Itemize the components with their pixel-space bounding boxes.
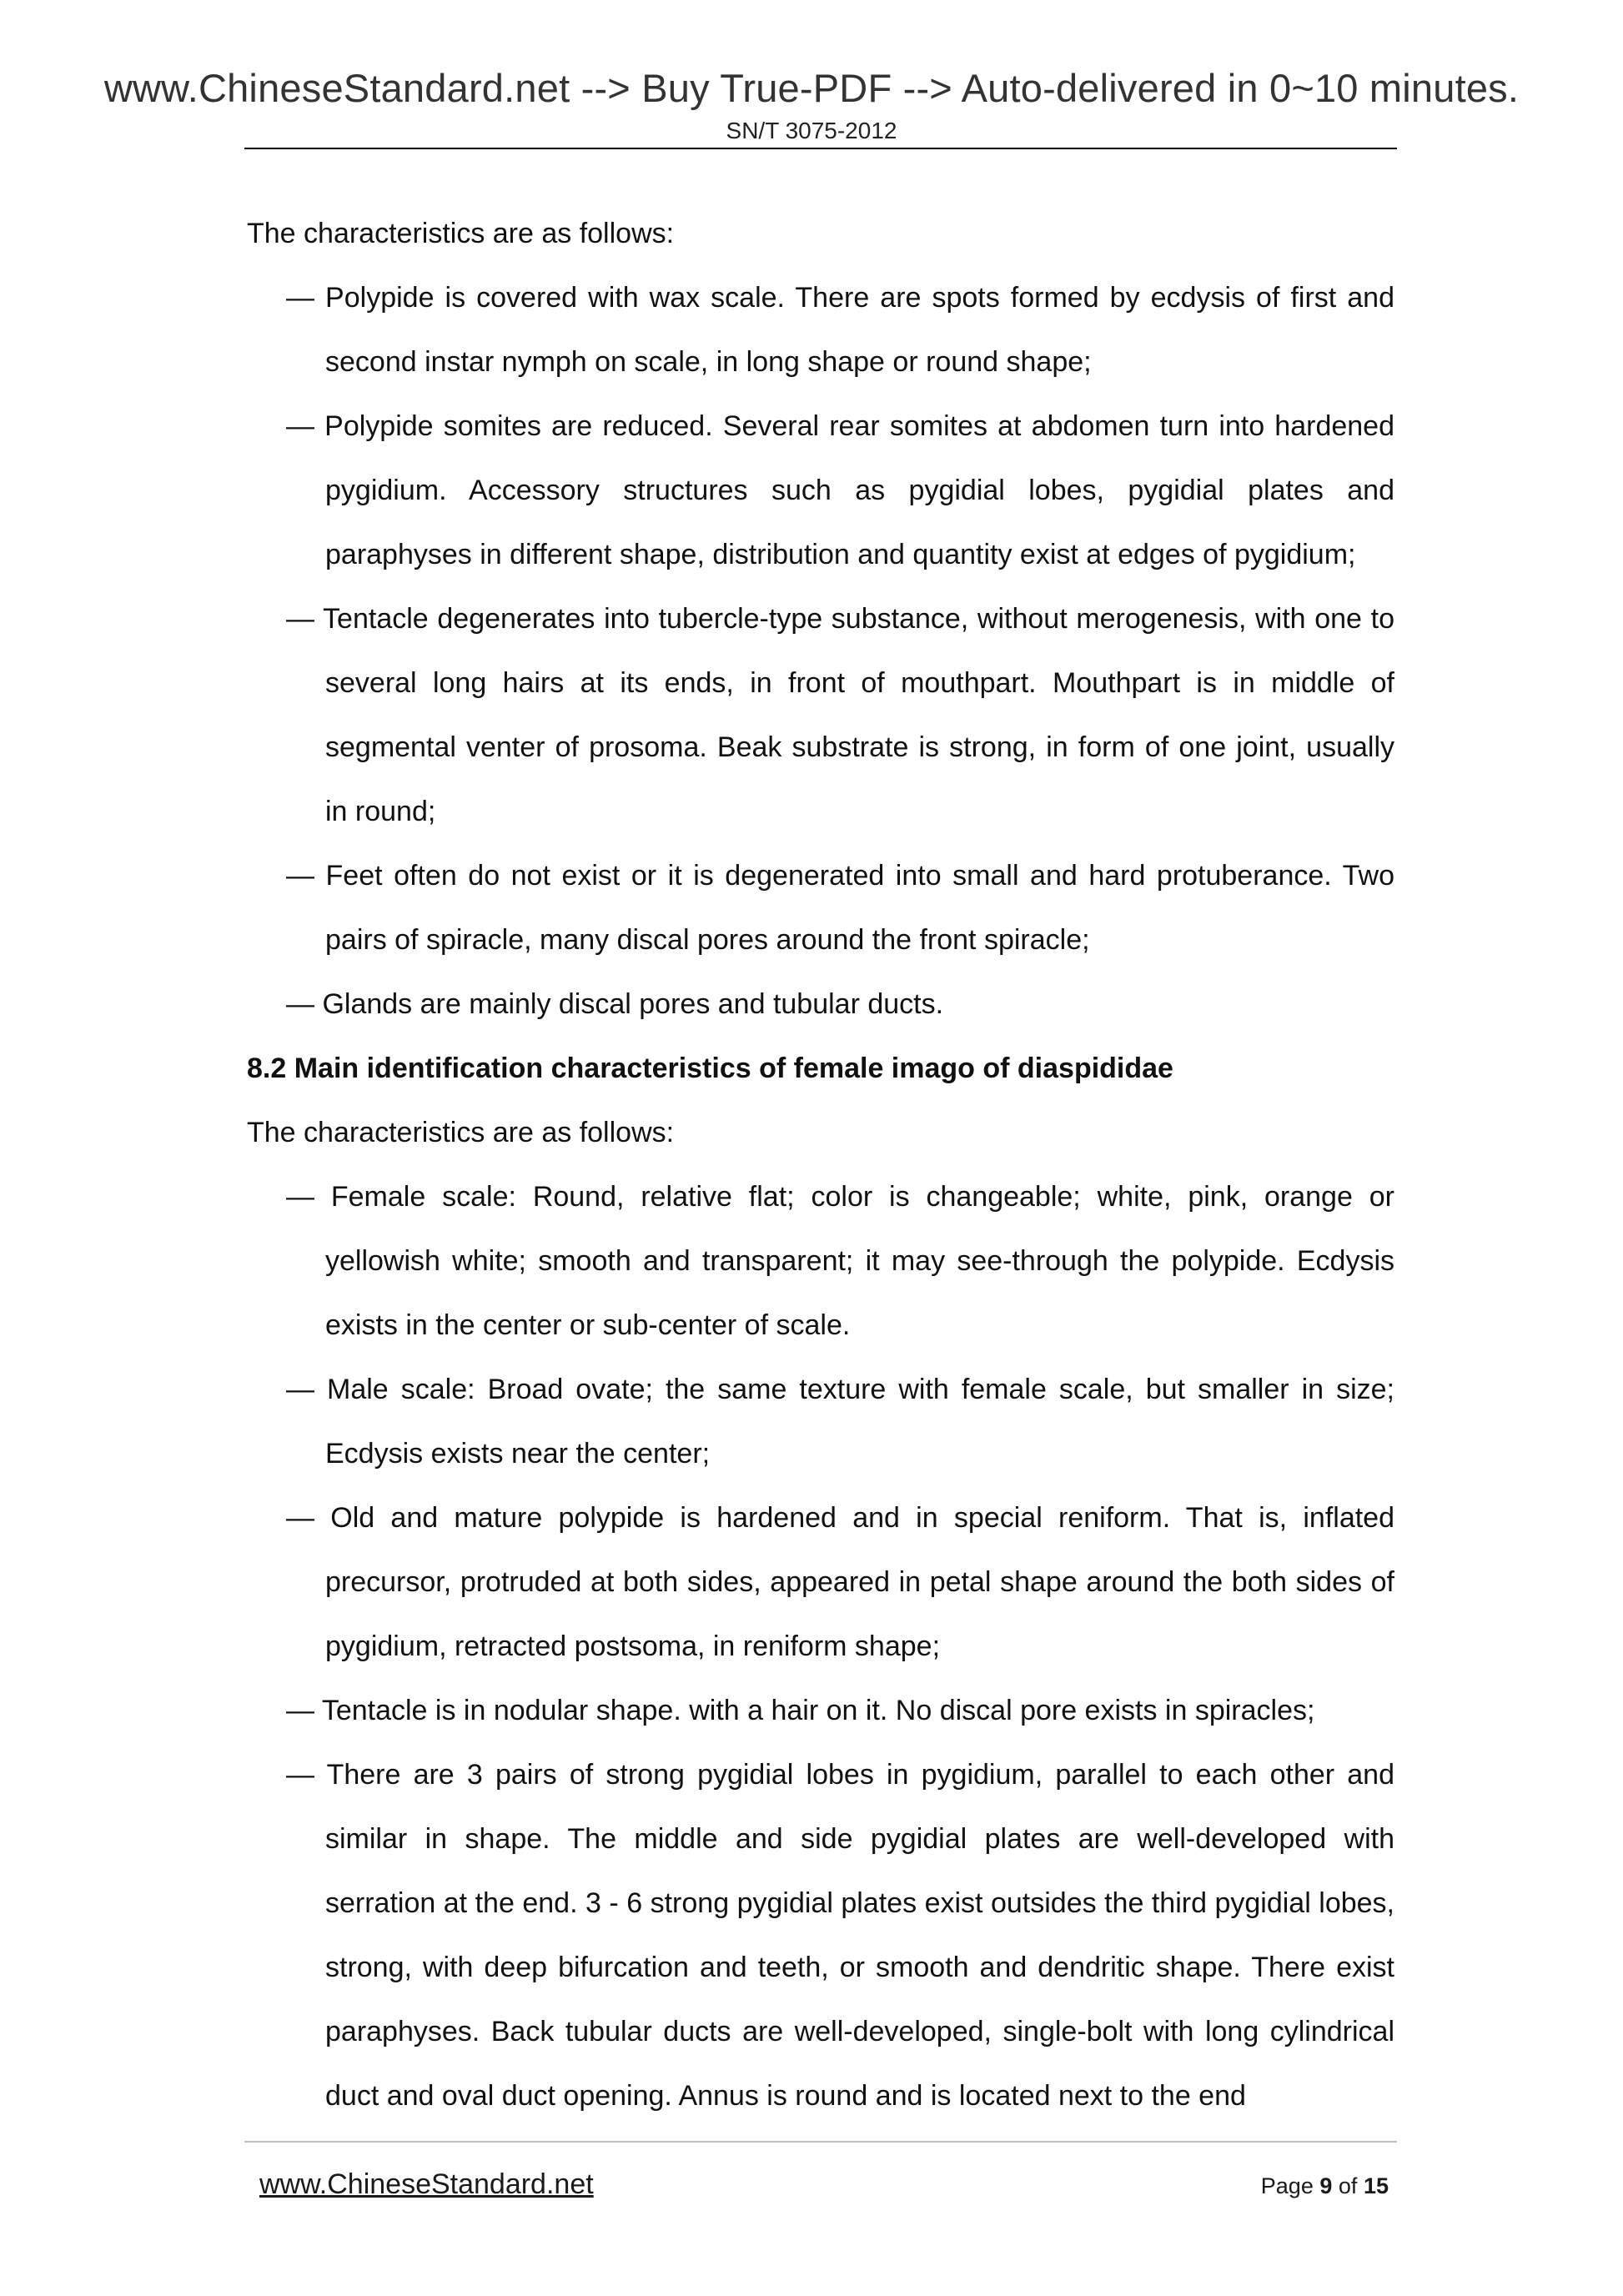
footer-divider: [244, 2141, 1397, 2143]
page-current: 9: [1319, 2173, 1333, 2198]
section-heading: 8.2 Main identification characteristics of female imago of diaspididae: [247, 1053, 1173, 1084]
list-item: — There are 3 pairs of strong pygidial lobes in pygidium, parallel to each other and similar in shape. The middle and side pygidial plates are well-developed with serration at the end. 3 - 6 strong pygidial plates exist outsides the third pygidial lobes, strong, with deep bifurcation and teeth, or smooth and dendritic shape. There exist paraphyses. Back tubular ducts are well-developed, single-bolt with long cylindrical duct and oval duct opening. Annus is round and is located next to the end: [286, 1759, 1394, 2112]
list-item: — Glands are mainly discal pores and tubular ducts.: [286, 988, 944, 1020]
page-total: 15: [1363, 2173, 1389, 2198]
standard-code: SN/T 3075-2012: [726, 118, 897, 143]
intro-paragraph: The characteristics are as follows:: [247, 1117, 675, 1148]
page-body: [247, 202, 1394, 2128]
list-item: — Polypide is covered with wax scale. There are spots formed by ecdysis of first and second instar nymph on scale, in long shape or round shape;: [286, 282, 1394, 378]
page-number: [1261, 2172, 1389, 2200]
list-item: — Tentacle degenerates into tubercle-type substance, without merogenesis, with one to several long hairs at its ends, in front of mouthpart. Mouthpart is in middle of segmental venter of prosoma. Beak substrate is strong, in form of one joint, usually in round;: [286, 603, 1394, 827]
list-item: — Tentacle is in nodular shape. with a hair on it. No discal pore exists in spiracles;: [286, 1695, 1315, 1726]
list-item: — Female scale: Round, relative flat; color is changeable; white, pink, orange or yellowish white; smooth and transparent; it may see-through the polypide. Ecdysis exists in the center or sub-center of scale.: [286, 1181, 1394, 1341]
header-divider: [244, 148, 1397, 149]
list-item: — Old and mature polypide is hardened and in special reniform. That is, inflated precursor, protruded at both sides, appeared in petal shape around the both sides of pygidium, retracted postsoma, in reniform shape;: [286, 1502, 1394, 1662]
page-of: of: [1338, 2173, 1358, 2198]
list-item: — Polypide somites are reduced. Several rear somites at abdomen turn into hardened pygidium. Accessory structures such as pygidial lobes, pygidial plates and paraphyses in different shape, distribution and quantity exist at edges of pygidium;: [286, 410, 1394, 570]
page-label: Page: [1260, 2173, 1314, 2198]
list-item: — Feet often do not exist or it is degenerated into small and hard protuberance. Two pairs of spiracle, many discal pores around the front spiracle;: [286, 860, 1394, 956]
top-banner: www.ChineseStandard.net --> Buy True-PDF --> Auto-delivered in 0~10 minutes.: [103, 66, 1520, 110]
footer-site-link[interactable]: www.ChineseStandard.net: [259, 2168, 594, 2200]
list-item: — Male scale: Broad ovate; the same texture with female scale, but smaller in size; Ecdysis exists near the center;: [286, 1374, 1394, 1470]
intro-paragraph: The characteristics are as follows:: [247, 218, 675, 249]
